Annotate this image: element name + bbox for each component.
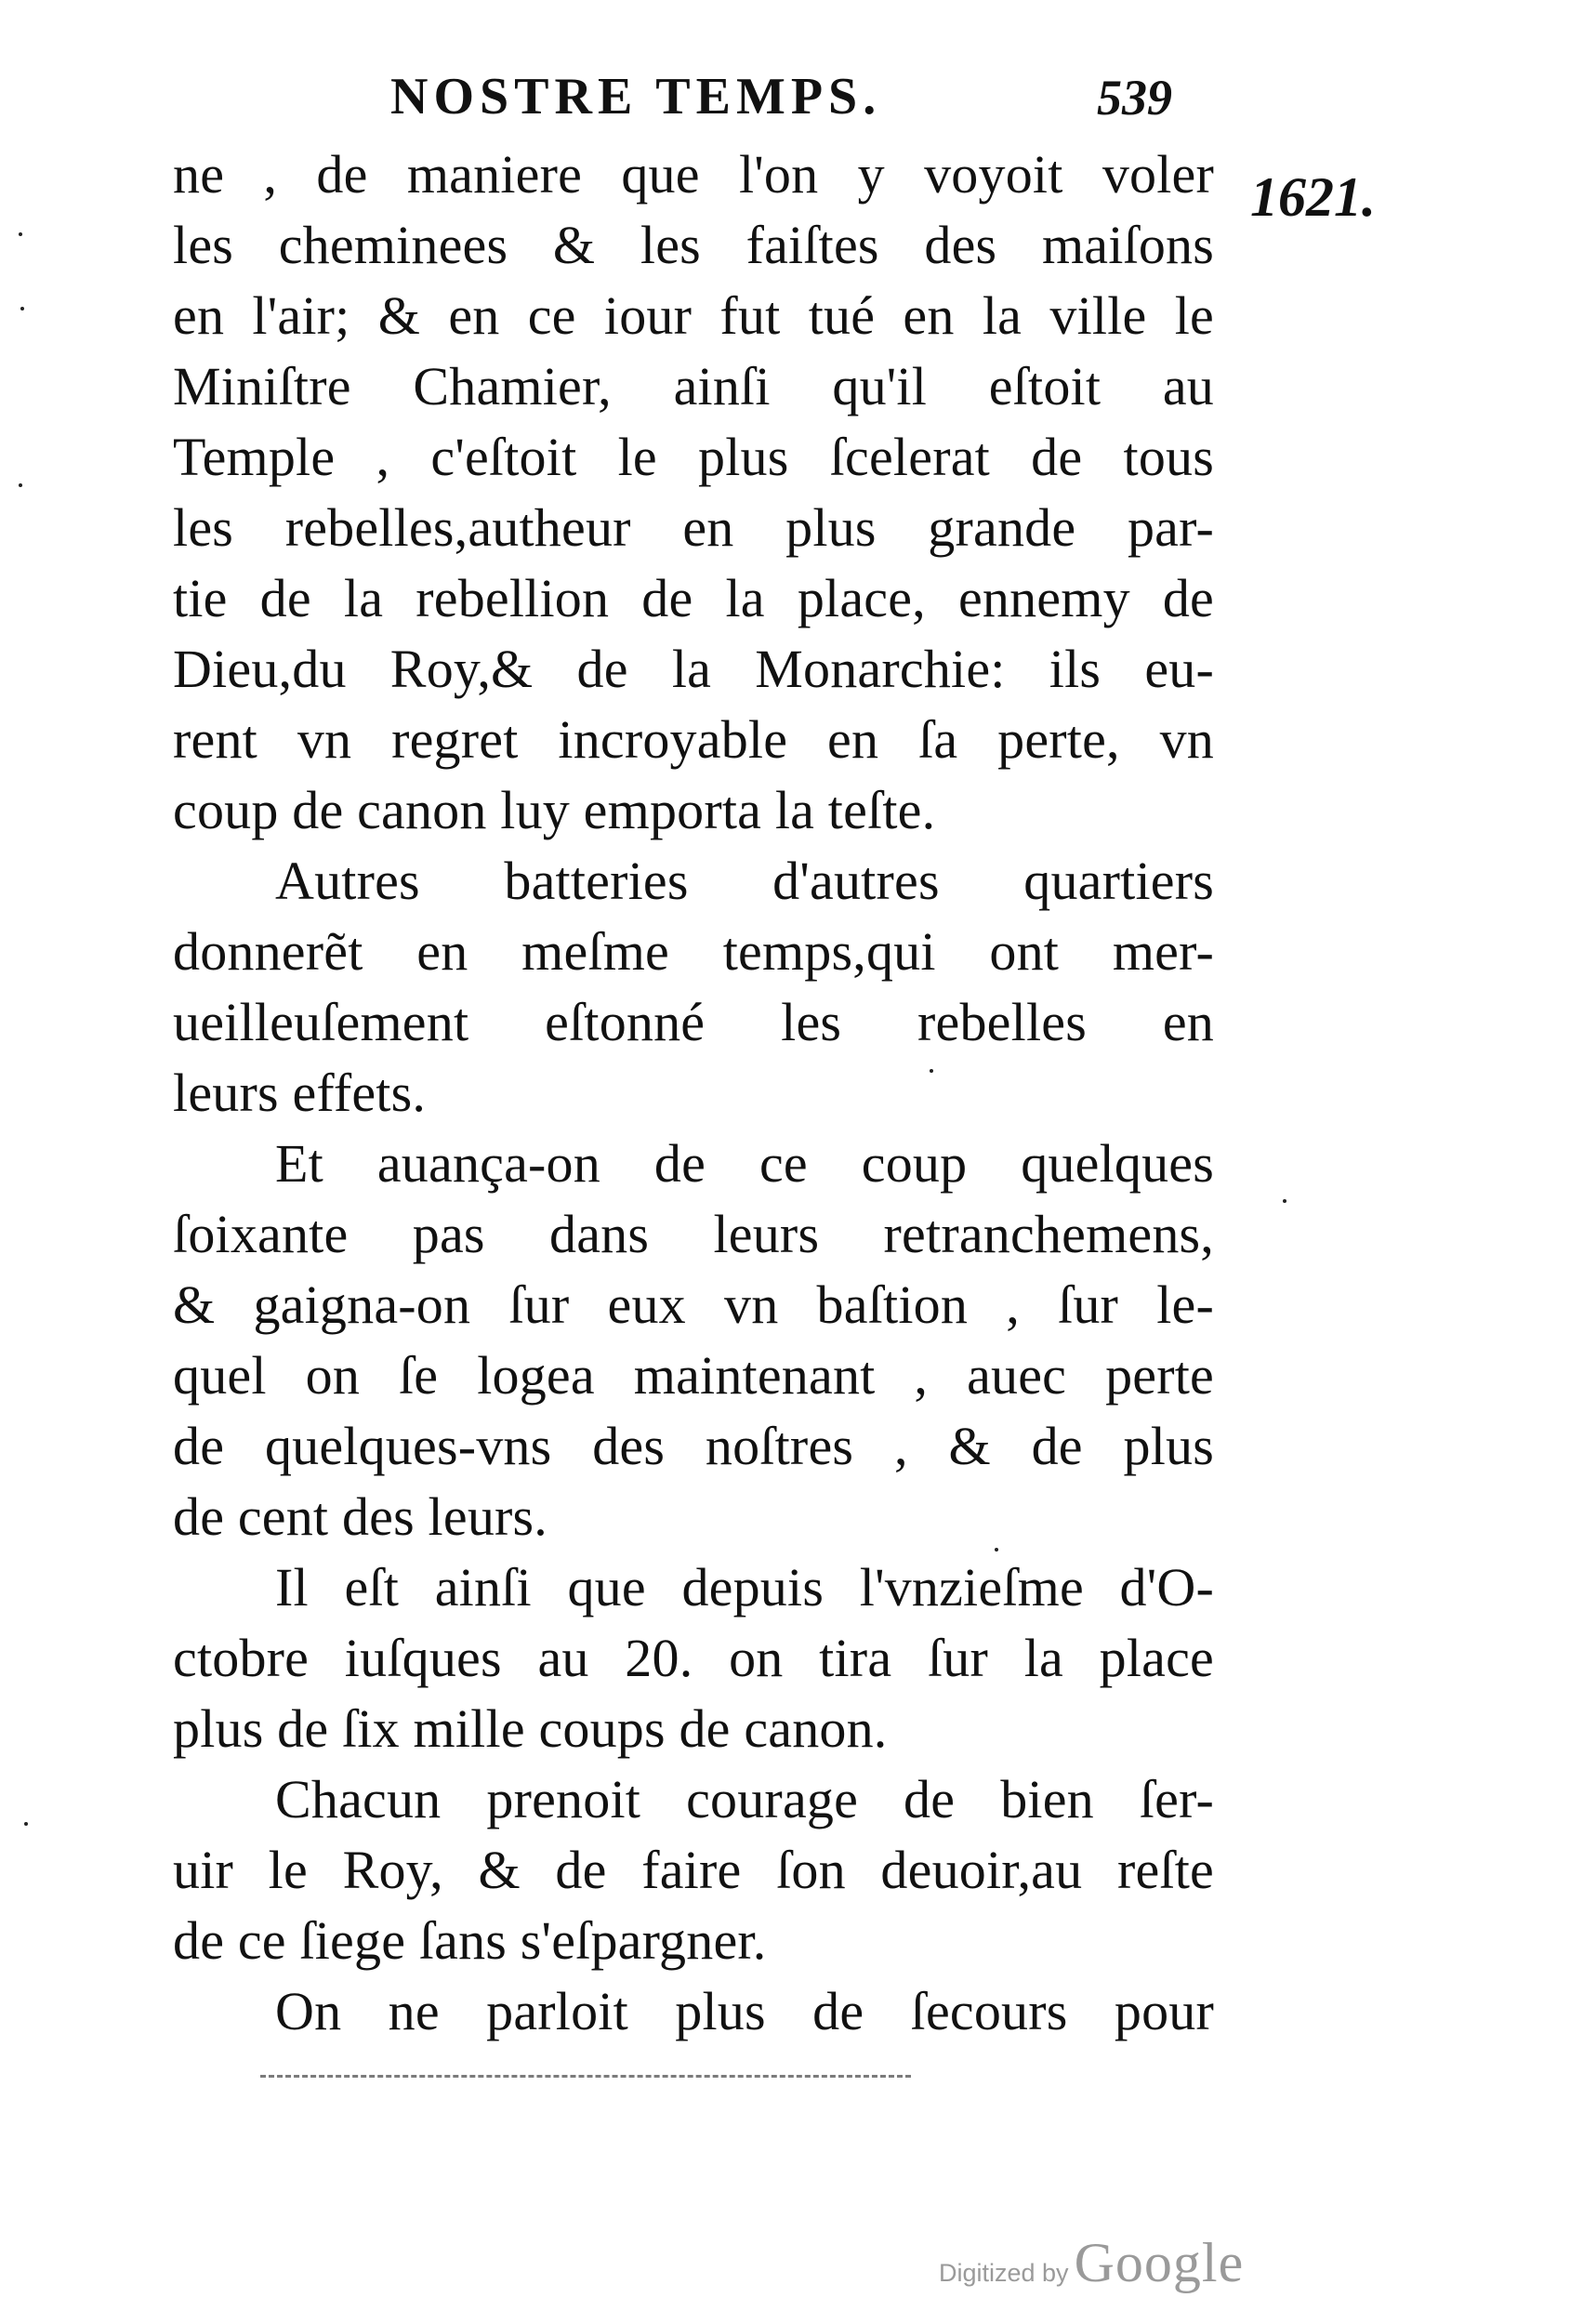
text-line: de cent des leurs. — [173, 1486, 548, 1547]
text-line: Chacun prenoit courage de bien ſer- — [275, 1769, 1214, 1829]
text-line: quel on ſe logea maintenant , auec perte — [173, 1345, 1214, 1406]
watermark-prefix: Digitized by — [939, 2259, 1069, 2287]
text-line: tie de la rebellion de la place, ennemy de — [173, 568, 1214, 628]
text-line: ueilleuſement eſtonné les rebelles en — [173, 992, 1214, 1052]
text-line: rent vn regret incroyable en ſa perte, vn — [173, 709, 1214, 770]
running-head: NOSTRE TEMPS. — [390, 68, 882, 125]
text-line: coup de canon luy emporta la teſte. — [173, 780, 936, 840]
text-line: Il eſt ainſi que depuis l'vnzieſme d'O- — [275, 1557, 1214, 1618]
text-line: de quelques-vns des noſtres , & de plus — [173, 1416, 1214, 1476]
text-line: ctobre iuſques au 20. on tira ſur la place — [173, 1628, 1214, 1688]
text-line: uir le Roy, & de faire ſon deuoir,au reſte — [173, 1840, 1214, 1900]
text-line: Temple , c'eſtoit le plus ſcelerat de tous — [173, 427, 1214, 487]
paper-speck — [930, 1069, 933, 1073]
text-line: ne , de maniere que l'on y voyoit voler — [173, 144, 1214, 205]
text-line: en l'air; & en ce iour fut tué en la ville le — [173, 285, 1214, 346]
catchword-underline-marks — [260, 2075, 911, 2087]
paper-speck — [995, 1548, 998, 1552]
text-line: donnerẽt en meſme temps,qui ont mer- — [173, 921, 1214, 982]
paper-speck — [24, 1822, 28, 1826]
text-line: les cheminees & les faiſtes des maiſons — [173, 215, 1214, 275]
text-line: de ce ſiege ſans s'eſpargner. — [173, 1910, 767, 1971]
text-line: plus de ſix mille coups de canon. — [173, 1698, 888, 1759]
margin-year-note: 1621. — [1250, 166, 1376, 228]
page-number: 539 — [1097, 70, 1172, 125]
text-line: ſoixante pas dans leurs retranchemens, — [173, 1204, 1214, 1264]
text-line: les rebelles,autheur en plus grande par- — [173, 497, 1214, 558]
paper-speck — [19, 483, 22, 487]
paper-speck — [20, 307, 24, 310]
text-line: Miniſtre Chamier, ainſi qu'il eſtoit au — [173, 356, 1214, 416]
text-line: On ne parloit plus de ſecours pour — [275, 1981, 1214, 2041]
paper-speck — [1283, 1199, 1286, 1203]
text-line: Autres batteries d'autres quartiers — [275, 851, 1214, 911]
text-line: Dieu,du Roy,& de la Monarchie: ils eu- — [173, 639, 1214, 699]
google-logo: Google — [1074, 2232, 1245, 2293]
paper-speck — [19, 232, 22, 236]
text-line: Et auança-on de ce coup quelques — [275, 1133, 1214, 1194]
text-line: leurs effets. — [173, 1063, 427, 1123]
page-header — [167, 67, 1218, 151]
digitization-watermark — [939, 2231, 1244, 2295]
body-text — [173, 139, 1214, 2047]
text-line: & gaigna-on ſur eux vn baſtion , ſur le- — [173, 1274, 1214, 1335]
